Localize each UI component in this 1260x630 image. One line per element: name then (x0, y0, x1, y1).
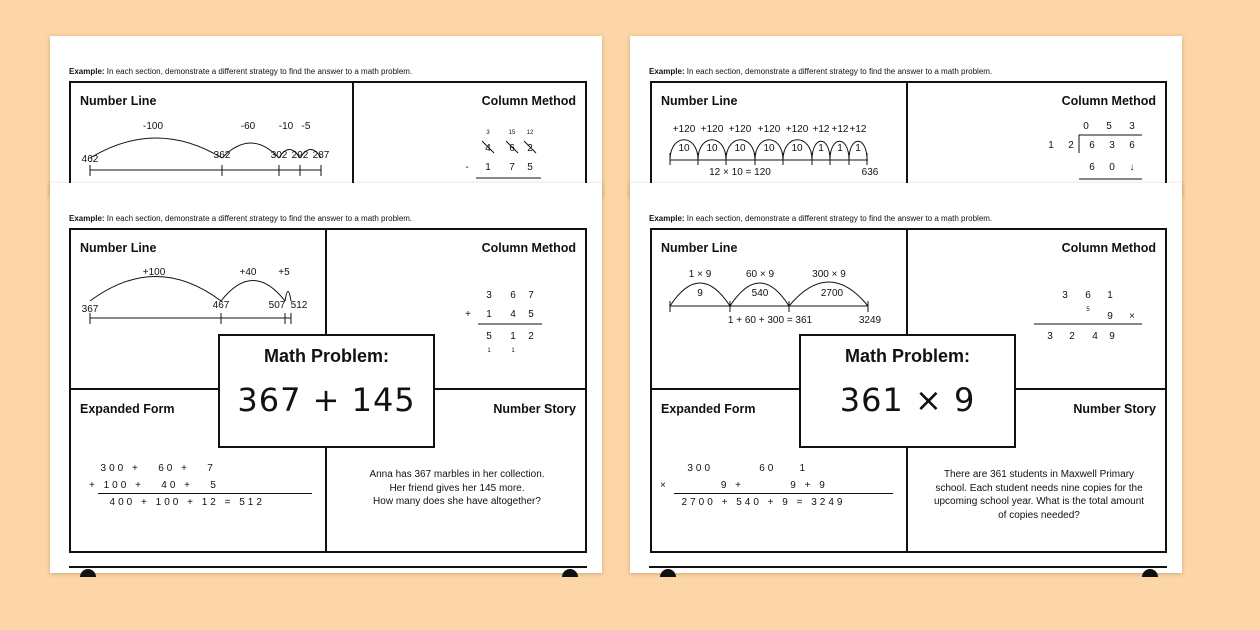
arc-label: 10 (791, 143, 803, 154)
jump-label: -10 (278, 121, 294, 132)
carry: 5 (1086, 307, 1090, 313)
digit: 2 (528, 331, 534, 342)
expanded-row: 300 + 60 + 7 (89, 463, 216, 474)
jump-label: +120 (672, 124, 696, 135)
heading-column-method: Column Method (1061, 241, 1156, 255)
example-instruction: Example: In each section, demonstrate a different strategy to find the answer to a math problem. (69, 67, 413, 76)
sum-line (674, 493, 893, 494)
digit: 4 (1092, 331, 1098, 342)
equation-label: 1 + 60 + 300 = 361 (727, 315, 813, 326)
point-label: 287 (312, 150, 330, 161)
heading-column-method: Column Method (481, 241, 576, 255)
digit: 7 (528, 290, 534, 301)
digit: 2 (1069, 331, 1075, 342)
story-line: There are 361 students in Maxwell Primary (943, 469, 1135, 480)
carry: 1 (511, 348, 515, 354)
worksheet-front-left (50, 183, 602, 573)
jump-label: +120 (785, 124, 809, 135)
story-line: upcoming school year. What is the total amount (933, 496, 1145, 507)
end-label: 3249 (858, 315, 882, 326)
arc-label: 1 (855, 143, 861, 154)
example-instruction: Example: In each section, demonstrate a different strategy to find the answer to a math problem. (69, 214, 413, 223)
heading-expanded-form: Expanded Form (80, 402, 175, 416)
jump-label: 1 × 9 (688, 269, 712, 280)
digit: 5 (528, 309, 534, 320)
point-label: 507 (268, 300, 286, 311)
digit: 2 (1068, 140, 1074, 151)
point-label: 462 (81, 154, 99, 165)
digit: 0 (1083, 121, 1089, 132)
arc-label: 10 (706, 143, 718, 154)
math-problem-expression: 367 + 145 (237, 381, 416, 419)
carry: 15 (508, 130, 516, 136)
heading-number-line: Number Line (80, 94, 157, 108)
digit: 1 (485, 162, 491, 173)
point-label: 292 (291, 150, 309, 161)
arc-label: 1 (818, 143, 824, 154)
number-story-text (913, 468, 1165, 522)
worksheet-front-right (630, 183, 1182, 573)
strategy-table (69, 228, 587, 553)
story-line: Anna has 367 marbles in her collection. (369, 469, 545, 480)
strategy-table (650, 228, 1167, 553)
digit: 3 (1062, 290, 1068, 301)
arc-label: 10 (763, 143, 775, 154)
jump-label: +120 (728, 124, 752, 135)
digit: 4 (485, 143, 491, 154)
jump-label: +5 (278, 267, 290, 278)
digit: 1 (1048, 140, 1054, 151)
digit: 5 (527, 162, 533, 173)
logo-icon (660, 569, 676, 577)
jump-label: +40 (239, 267, 257, 278)
arc-label: 10 (734, 143, 746, 154)
operator: × (1129, 311, 1135, 322)
digit: 3 (1129, 121, 1135, 132)
digit: 1 (510, 331, 516, 342)
story-line: Her friend gives her 145 more. (389, 482, 525, 494)
jump-label: +12 (812, 124, 830, 135)
arrow-icon: ↓ (1129, 162, 1135, 173)
heading-expanded-form: Expanded Form (661, 402, 756, 416)
sum-line (98, 493, 312, 494)
digit: 6 (509, 143, 515, 154)
equation-label: 12 × 10 = 120 (709, 167, 771, 178)
point-label: 362 (213, 150, 231, 161)
arc-label: 9 (697, 288, 703, 299)
carry: 12 (526, 130, 534, 136)
digit: 9 (1109, 331, 1115, 342)
digit: 6 (1089, 140, 1095, 151)
carry: 3 (486, 130, 490, 136)
point-label: 302 (270, 150, 288, 161)
story-line: How many does she have altogether? (373, 496, 541, 507)
math-problem-title: Math Problem: (263, 346, 389, 366)
heading-number-line: Number Line (80, 241, 157, 255)
digit: 6 (1089, 162, 1095, 173)
digit: 3 (486, 290, 492, 301)
jump-label: 60 × 9 (745, 269, 775, 280)
digit: 6 (1129, 140, 1135, 151)
story-line: school. Each student needs nine copies for the (935, 482, 1143, 494)
digit: 3 (1047, 331, 1053, 342)
example-instruction: Example: In each section, demonstrate a different strategy to find the answer to a math problem. (649, 214, 993, 223)
heading-number-line: Number Line (661, 241, 738, 255)
arc-label: 10 (678, 143, 690, 154)
jump-label: +100 (142, 267, 166, 278)
jump-label: +120 (700, 124, 724, 135)
footer-line (69, 566, 587, 568)
jump-label: +12 (849, 124, 867, 135)
logo-icon (562, 569, 578, 577)
heading-number-story: Number Story (493, 402, 576, 416)
logo-icon (1142, 569, 1158, 577)
arc-label: 2700 (820, 288, 844, 299)
digit: 1 (1107, 290, 1113, 301)
digit: 7 (509, 162, 515, 173)
jump-label: -60 (240, 121, 256, 132)
point-label: 467 (212, 300, 230, 311)
jump-label: -100 (142, 121, 164, 132)
digit: 2 (527, 143, 533, 154)
worksheet-back-right (630, 36, 1182, 196)
jump-label: 300 × 9 (812, 269, 846, 280)
carry: 1 (487, 348, 491, 354)
math-problem-box (799, 334, 1016, 448)
expanded-row: 400 + 100 + 12 = 512 (98, 497, 265, 508)
point-label: 512 (290, 300, 308, 311)
digit: 0 (1109, 162, 1115, 173)
expanded-row: + 100 + 40 + 5 (89, 480, 219, 491)
footer-line (649, 566, 1167, 568)
heading-number-line: Number Line (661, 94, 738, 108)
expanded-row: × 9 + 9 + 9 (660, 480, 828, 491)
heading-number-story: Number Story (1073, 402, 1156, 416)
jump-label: +120 (757, 124, 781, 135)
jump-label: -5 (301, 121, 311, 132)
number-story-text (337, 468, 577, 509)
point-label: 367 (81, 304, 99, 315)
worksheet-back-left (50, 36, 602, 196)
expanded-row: 2700 + 540 + 9 = 3249 (670, 497, 846, 508)
math-problem-title: Math Problem: (844, 346, 970, 366)
digit: 5 (486, 331, 492, 342)
example-instruction: Example: In each section, demonstrate a different strategy to find the answer to a math problem. (649, 67, 993, 76)
digit: 6 (1085, 290, 1091, 301)
end-label: 636 (861, 167, 879, 178)
digit: 1 (486, 309, 492, 320)
digit: 5 (1106, 121, 1112, 132)
digit: 9 (1107, 311, 1113, 322)
arc-label: 1 (837, 143, 843, 154)
digit: 3 (1109, 140, 1115, 151)
math-problem-expression: 361 × 9 (839, 381, 976, 419)
heading-column-method: Column Method (481, 94, 576, 108)
heading-column-method: Column Method (1061, 94, 1156, 108)
operator: - (465, 162, 469, 173)
arc-label: 540 (751, 288, 769, 299)
math-problem-box (218, 334, 435, 448)
logo-icon (80, 569, 96, 577)
story-line: of copies needed? (998, 509, 1080, 521)
digit: 4 (510, 309, 516, 320)
jump-label: +12 (831, 124, 849, 135)
digit: 6 (510, 290, 516, 301)
operator: + (465, 309, 471, 320)
expanded-row: 300 60 1 (670, 463, 809, 474)
